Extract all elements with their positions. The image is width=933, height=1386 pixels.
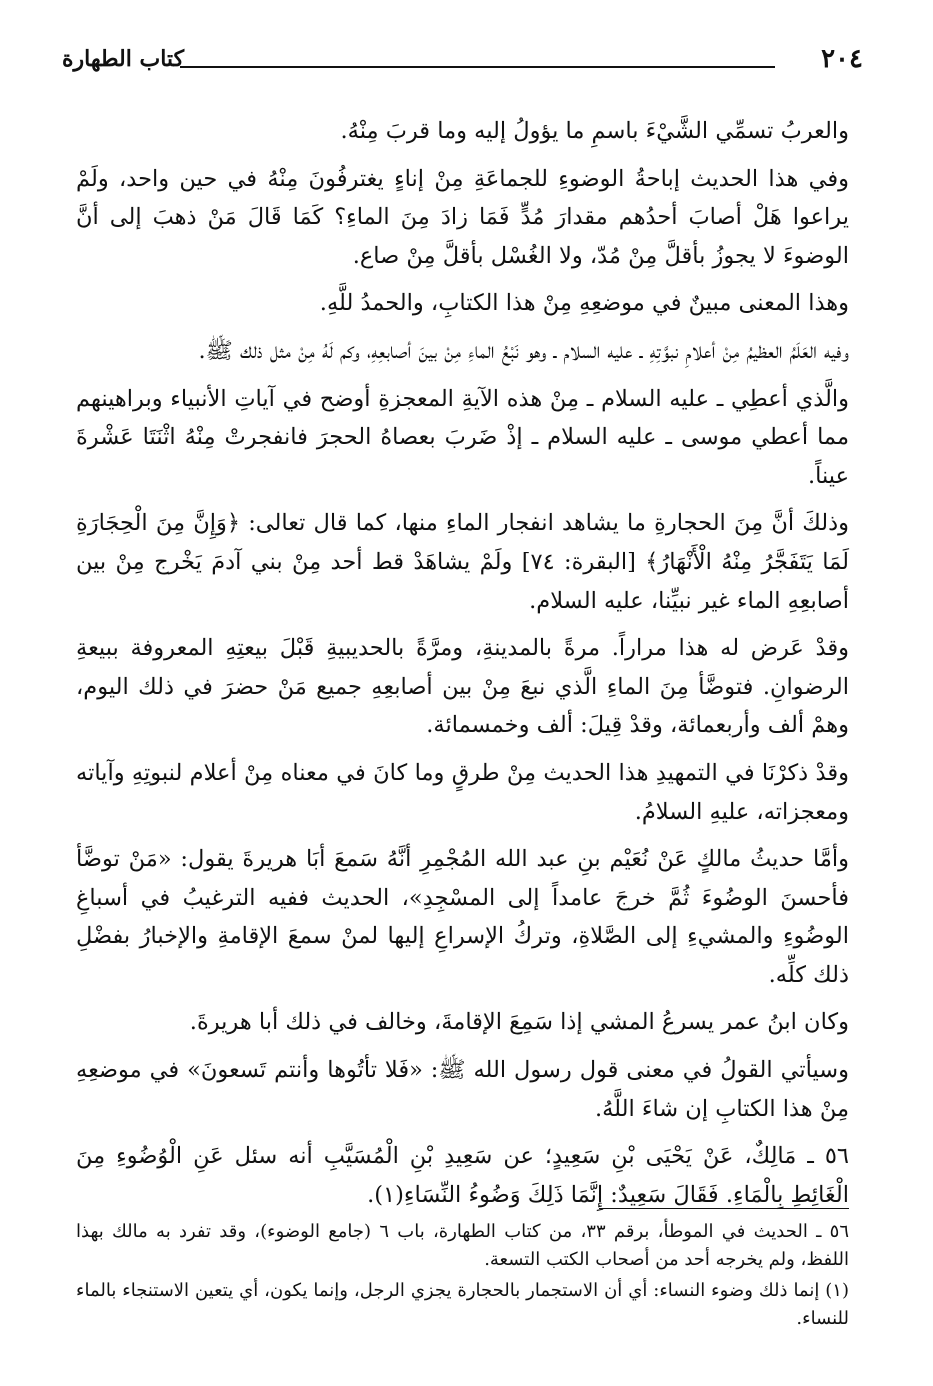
book-title: كتاب الطهارة bbox=[62, 46, 185, 72]
paragraph: وفيه العَلَمُ العظيمُ مِنْ أعلامِ نبوَّتِهِ ـ عليه السلام ـ وهو نَبْعُ الماءِ مِنْ بينَ أصابعِهِ، وكم لَهُ مِنْ مثل ذلك ﷺ. bbox=[198, 337, 849, 364]
header-rule bbox=[180, 66, 775, 68]
paragraph: وقدْ ذكرْنَا في التمهيدِ هذا الحديث مِنْ طرقٍ وما كانَ في معناه مِنْ أعلام لنبوتِهِ وآياته ومعجزاته، عليهِ السلامُ. bbox=[76, 759, 849, 825]
paragraph: وفي هذا الحديث إباحةُ الوضوءِ للجماعَةِ مِنْ إناءٍ يغترفُونَ مِنْهُ في حين واحد، ولَمْ يراعوا هَلْ أصابَ أحدُهم مقدارَ مُدٍّ فَمَا زادَ مِنَ الماءِ؟ كَمَا قَالَ مَنْ ذهبَ إلى أنَّ الوضوءَ لا يجوزُ بأقلَّ مِنْ مُدّ، ولا الغُسْل بأقلَّ مِنْ صاع. bbox=[76, 165, 849, 269]
paragraph: وكان ابنُ عمر يسرعُ المشي إذا سَمِعَ الإقامةَ، وخالف في ذلك أبا هريرةَ. bbox=[189, 1009, 849, 1036]
paragraph: وأمَّا حديثُ مالكٍ عَنْ نُعَيْم بنِ عبد الله المُجْمِرِ أنَّهُ سَمعَ أبَا هريرةَ يقول: «مَنْ توضَّأ فأحسنَ الوضُوءَ ثُمَّ خرجَ عامداً إلى المسْجِدِ»، الحديث ففيه الترغيبُ في أسباغِ الوضُوءِ والمشيءِ إلى الصَّلاةِ، وتركُ الإسراعِ إليها لمنْ سمعَ الإقامةِ والإخبارُ بفضْلِ ذلك كلِّه. bbox=[76, 846, 849, 988]
footnote-separator bbox=[599, 1208, 849, 1209]
footnote: (١) إنما ذلك وضوء النساء: أي أن الاستجمار بالحجارة يجزي الرجل، وإنما يكون، أي يتعين الاستنجاء بالماء للنساء. bbox=[76, 1280, 849, 1329]
paragraph: والعربُ تسمِّي الشَّيْءَ باسمِ ما يؤولُ إليه وما قربَ مِنْهُ. bbox=[340, 118, 849, 144]
main-text bbox=[76, 112, 849, 1223]
hadith-paragraph: ٥٦ ـ مَالِكٌ، عَنْ يَحْيَى بْنِ سَعِيدٍ؛ عن سَعِيدِ بْنِ الْمُسَيَّبِ أنه سئل عَنِ الْوُضُوءِ مِنَ الْغَائِطِ بِالْمَاءِ. فَقَالَ سَعِيدٌ: إِنَّمَا ذَلِكَ وَضُوءُ النِّسَاءِ(١). bbox=[76, 1143, 849, 1208]
footnote: ٥٦ ـ الحديث في الموطأ، برقم ٣٣، من كتاب الطهارة، باب ٦ (جامع الوضوء)، وقد تفرد به مالك بهذا اللفظ، ولم يخرجه أحد من أصحاب الكتب التسعة. bbox=[76, 1221, 849, 1270]
paragraph: وقدْ عَرض له هذا مراراً. مرةً بالمدينةِ، ومرَّةً بالحديبيةِ قَبْلَ بيعتِهِ المعروفة ببيعةِ الرضوانِ. فتوضَّأ مِنَ الماءِ الَّذي نبعَ مِنْ بين أصابعِهِ جميع مَنْ حضرَ في ذلك اليوم، وهمْ ألف وأربعمائة، وقدْ قِيلَ: ألف وخمسمائة. bbox=[76, 635, 849, 739]
paragraph: وهذا المعنى مبينٌ في موضعِهِ مِنْ هذا الكتابِ، والحمدُ للَّهِ. bbox=[319, 290, 849, 317]
page-number: ٢٠٤ bbox=[821, 44, 863, 74]
footnotes bbox=[76, 1218, 849, 1336]
paragraph: وسيأتي القولُ في معنى قول رسول الله ﷺ: «فَلا تأتُوها وأنتم تَسعونَ» في موضعِهِ مِنْ هذا الكتابِ إن شاءَ اللَّهُ. bbox=[76, 1057, 849, 1122]
paragraph: والَّذي أعطِي ـ عليه السلام ـ مِنْ هذه الآيةِ المعجزةِ أوضح في آياتِ الأنبياء وبراهينهم مما أعطي موسى ـ عليه السلام ـ إذْ ضَربَ بعصاهُ الحجرَ فانفجرتْ مِنْهُ اثْنَتَا عَشْرةَ عيناً. bbox=[76, 385, 849, 489]
paragraph: وذلكَ أنَّ مِنَ الحجارةِ ما يشاهد انفجار الماءِ منها، كما قال تعالى: ﴿وَإِنَّ مِنَ الْحِجَارَةِ لَمَا يَتَفَجَّرُ مِنْهُ الْأَنْهَارُ﴾ [البقرة: ٧٤] ولَمْ يشاهَدْ قط أحد مِنْ بني آدمَ يَخْرج مِنْ بين أصابعِهِ الماء غير نبيِّنا، عليه السلام. bbox=[76, 510, 850, 614]
page-header bbox=[62, 44, 863, 78]
